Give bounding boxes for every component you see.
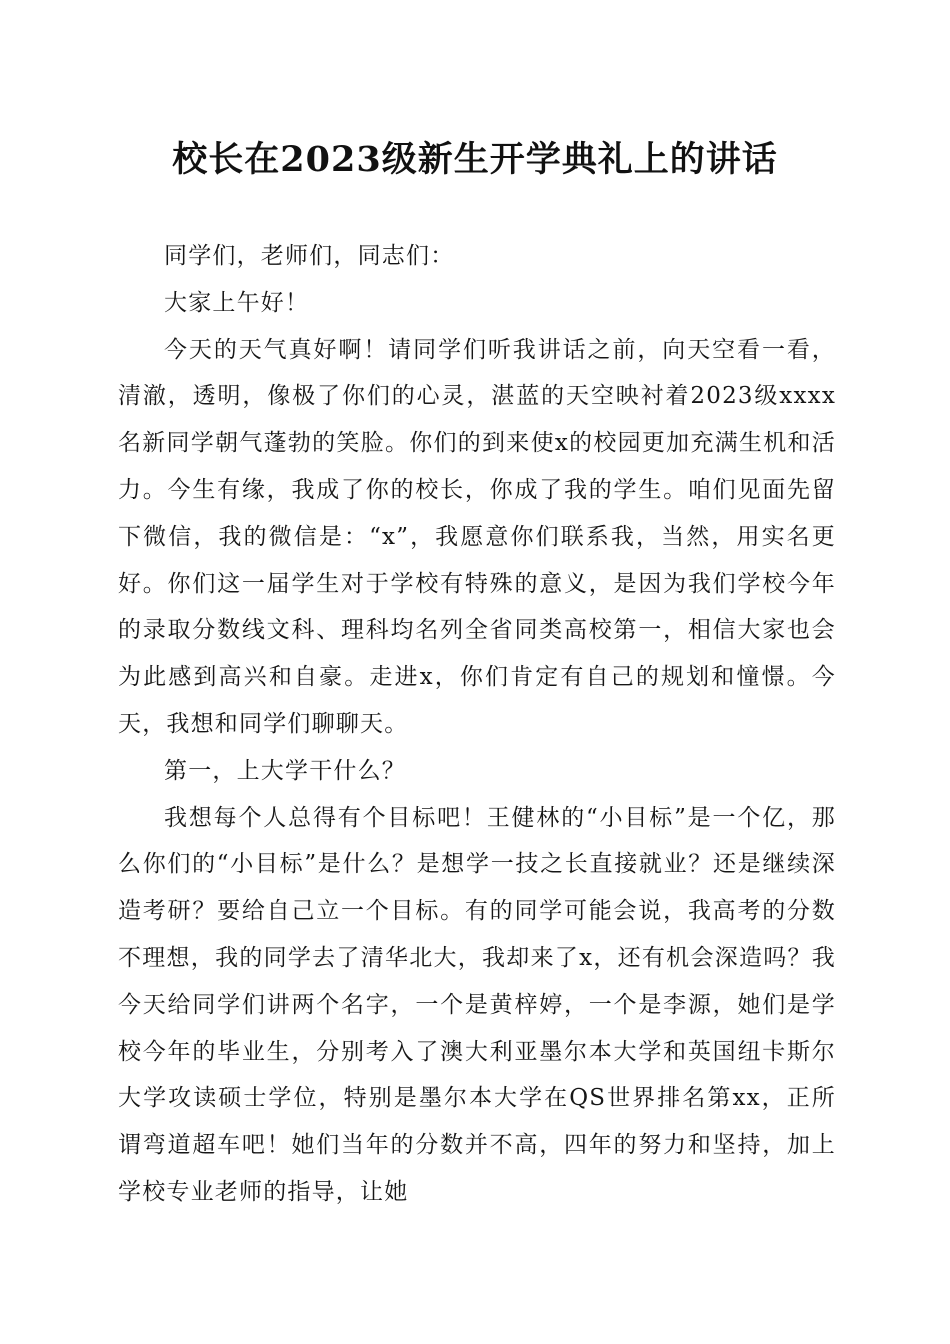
body-paragraph: 今天的天气真好啊！请同学们听我讲话之前，向天空看一看，清澈，透明，像极了你们的心灵，湛蓝的天空映衬着2023级xxxx名新同学朝气蓬勃的笑脸。你们的到来使x的校园更加充满生机和活力。今生有缘，我成了你的校长，你成了我的学生。咱们见面先留下微信，我的微信是：“x”，我愿意你们联系我，当然，用实名更好。你们这一届学生对于学校有特殊的意义，是因为我们学校今年的录取分数线文科、理科均名列全省同类高校第一，相信大家也会为此感到高兴和自豪。走进x，你们肯定有自己的规划和憧憬。今天，我想和同学们聊聊天。: [118, 336, 836, 737]
document-title: 校长在2023级新生开学典礼上的讲话: [172, 139, 778, 180]
section-heading: 第一，上大学干什么？: [164, 757, 406, 784]
document-body: [118, 233, 836, 1216]
body-paragraph: 我想每个人总得有个目标吧！王健林的“小目标”是一个亿，那么你们的“小目标”是什么？是想学一技之长直接就业？还是继续深造考研？要给自己立一个目标。有的同学可能会说，我高考的分数不理想，我的同学去了清华北大，我却来了x，还有机会深造吗？我今天给同学们讲两个名字，一个是黄梓婷，一个是李源，她们是学校今年的毕业生，分别考入了澳大利亚墨尔本大学和英国纽卡斯尔大学攻读硕士学位，特别是墨尔本大学在QS世界排名第xx，正所谓弯道超车吧！她们当年的分数并不高，四年的努力和坚持，加上学校专业老师的指导，让她: [118, 804, 836, 1205]
greeting-paragraph: 大家上午好！: [164, 289, 310, 316]
salutation-paragraph: 同学们，老师们，同志们：: [164, 243, 455, 269]
